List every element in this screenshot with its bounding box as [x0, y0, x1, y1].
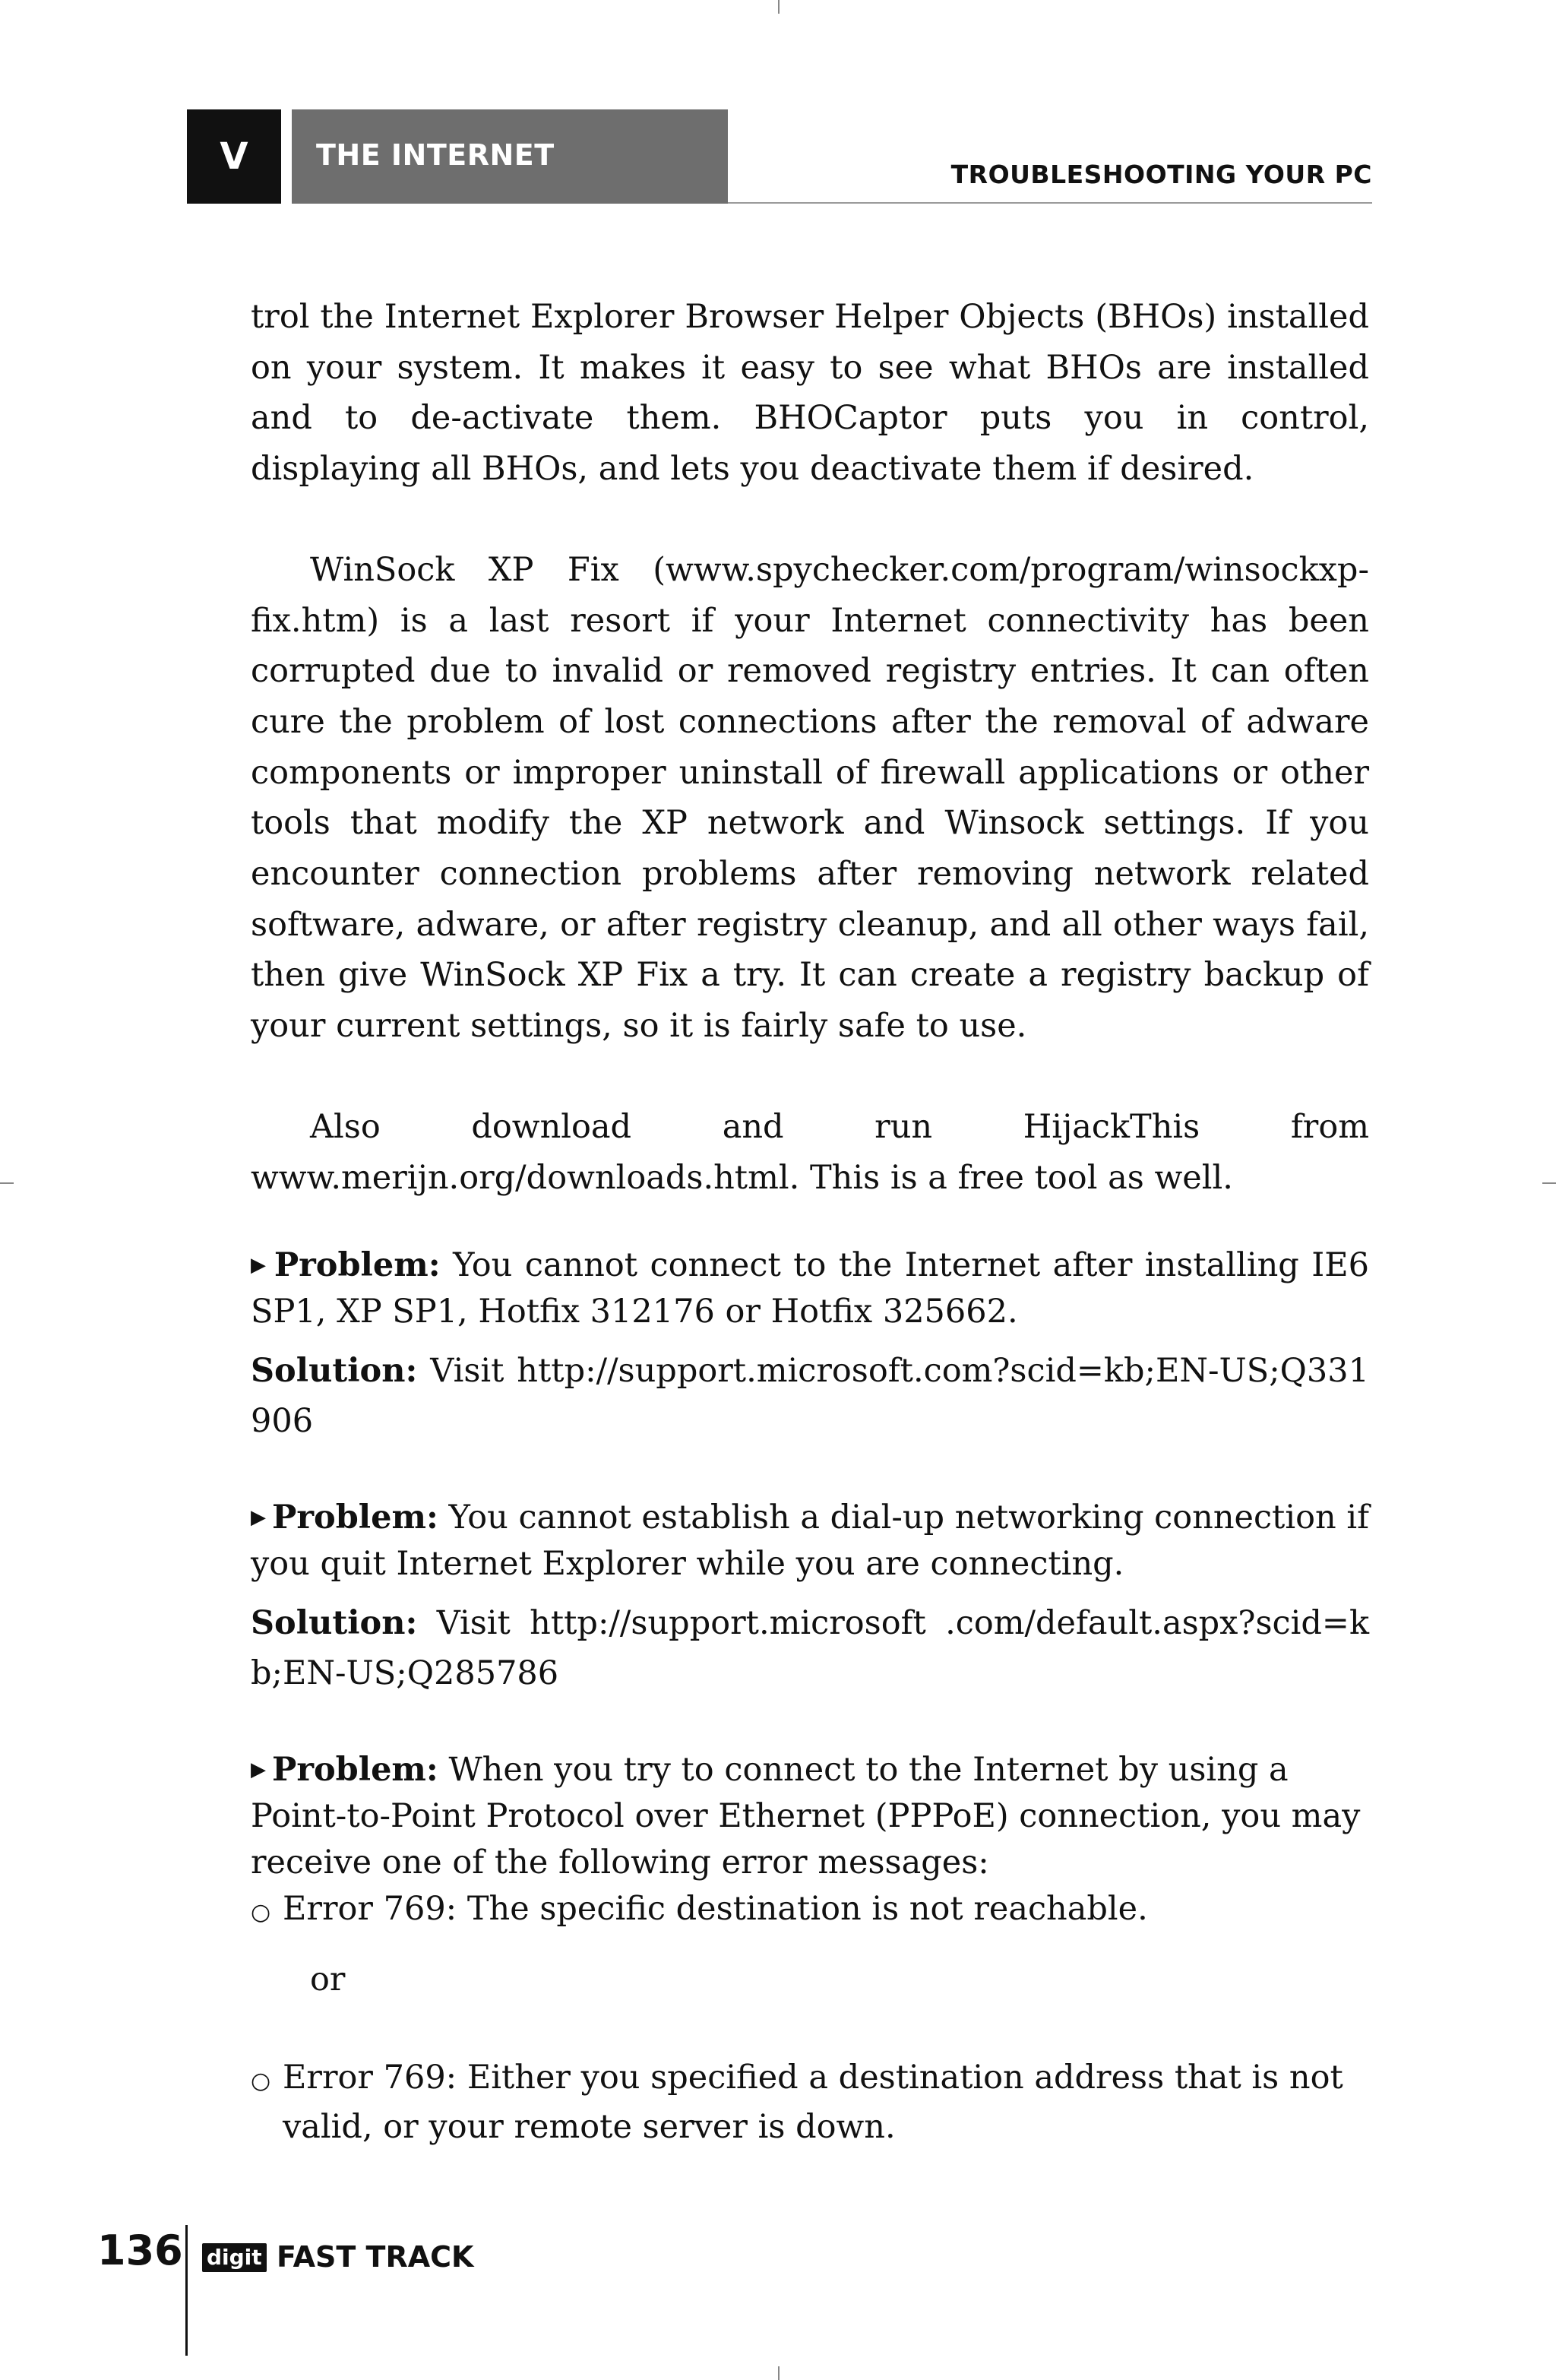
crop-mark	[0, 1182, 14, 1184]
crop-mark	[778, 2366, 780, 2380]
header-rule	[728, 202, 1372, 204]
problem-item	[251, 1747, 1369, 1886]
paragraph-winsock: WinSock XP Fix (www.spychecker.com/program/winsockxp-fix.htm) is a last resort if your Internet connectivity has been corrupted due to invalid or removed registry entries. It can often cure the problem of lost connections after the removal of adware components or improper uninstall of firewall applications or other tools that modify the XP network and Winsock settings. If you encounter connection problems after removing network related software, adware, or after registry cleanup, and all other ways fail, then give WinSock XP Fix a try. It can create a registry backup of your current settings, so it is fairly safe to use.	[251, 550, 1369, 1046]
solution-label: Solution:	[251, 1604, 418, 1643]
page-content	[251, 292, 1369, 2151]
problem-label: Problem:	[274, 1246, 441, 1285]
error-item	[251, 2055, 1369, 2151]
or-separator: or	[310, 1961, 346, 1999]
chapter-badge: V	[187, 109, 281, 204]
paragraph-hijackthis: Also download and run HijackThis from www.merijn.org/downloads.html. This is a free tool as well.	[251, 1107, 1369, 1197]
book-title: TROUBLESHOOTING YOUR PC	[950, 160, 1372, 189]
crop-mark	[778, 0, 780, 14]
solution-item	[251, 1598, 1369, 1698]
footer-title: FAST TRACK	[277, 2240, 474, 2274]
problem-label: Problem:	[272, 1499, 438, 1537]
problem-item	[251, 1495, 1369, 1587]
problem-label: Problem:	[272, 1751, 438, 1790]
page-number: 136	[97, 2227, 183, 2274]
solution-label: Solution:	[251, 1352, 418, 1391]
problem-text: You cannot connect to the Internet after installing IE6 SP1, XP SP1, Hotfix 312176 or Hotfix 325662.	[251, 1246, 1370, 1331]
triangle-right-icon: ▶	[251, 1758, 266, 1782]
problem-text: You cannot establish a dial-up networking connection if you quit Internet Explorer while you are connecting.	[251, 1499, 1370, 1584]
solution-item	[251, 1346, 1369, 1446]
error-text: Error 769: The specific destination is not reachable.	[283, 1890, 1148, 1929]
hollow-circle-icon: ○	[251, 1899, 271, 1926]
solution-text: Visit http://support.microsoft.com?scid=kb;EN-US;Q331906	[251, 1352, 1370, 1441]
triangle-right-icon: ▶	[251, 1254, 268, 1277]
error-item	[251, 1886, 1369, 1935]
hollow-circle-icon: ○	[251, 2068, 271, 2095]
solution-text: Visit http://support.microsoft .com/default.aspx?scid=kb;EN-US;Q285786	[251, 1604, 1369, 1693]
footer-rule	[185, 2225, 188, 2356]
problem-item	[251, 1242, 1369, 1335]
section-title: THE INTERNET	[292, 109, 728, 204]
paragraph-bhocaptor: trol the Internet Explorer Browser Helper Objects (BHOs) installed on your system. It makes it easy to see what BHOs are installed and to de-activate them. BHOCaptor puts you in control, displaying all BHOs, and lets you deactivate them if desired.	[251, 298, 1369, 489]
crop-mark	[1542, 1182, 1556, 1184]
digit-logo: digit	[202, 2243, 267, 2272]
triangle-right-icon: ▶	[251, 1506, 267, 1530]
error-text: Error 769: Either you specified a destination address that is not valid, or your remote server is down.	[283, 2059, 1343, 2147]
problem-text: When you try to connect to the Internet by using a Point-to-Point Protocol over Ethernet (PPPoE) connection, you may receive one of the following error messages:	[251, 1751, 1361, 1882]
